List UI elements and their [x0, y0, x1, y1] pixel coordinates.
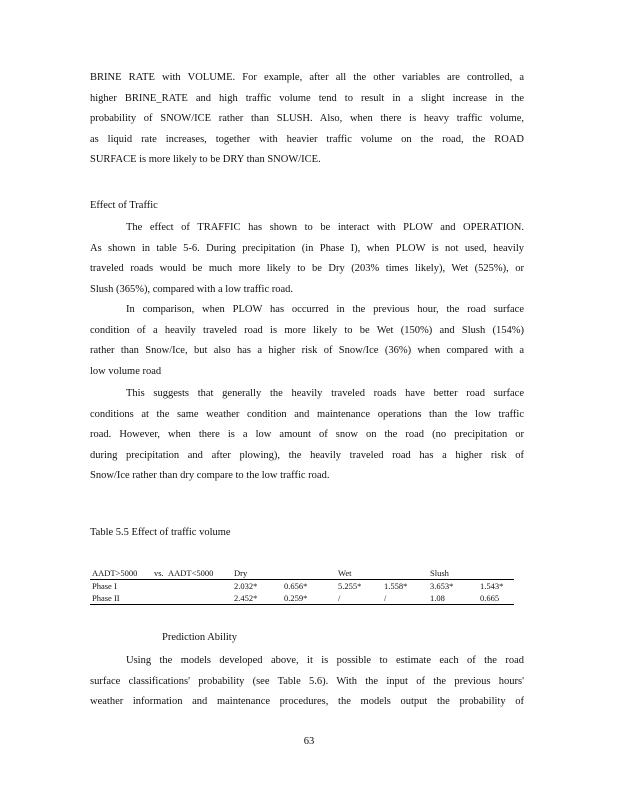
traffic-volume-table	[90, 566, 514, 605]
table-cell: 3.653*	[430, 581, 454, 591]
text-line: surface classifications' probability (see Table 5.6). With the input of the previous hours'	[90, 675, 524, 687]
text-line: BRINE RATE with VOLUME. For example, after all the other variables are controlled, a	[90, 72, 524, 83]
table-cell: /	[336, 592, 382, 605]
text-line: as liquid rate increases, together with heavier traffic volume on the road, the ROAD	[90, 133, 524, 145]
text-line: As shown in table 5-6. During precipitation (in Phase I), when PLOW is not used, heavily	[90, 242, 524, 254]
text-line: Snow/Ice rather than dry compare to the low traffic road.	[90, 470, 330, 481]
text-line: Slush (365%), compared with a low traffic road.	[90, 283, 294, 295]
row-phase-label: Phase II	[90, 592, 232, 605]
table-cell: 1.558*	[384, 581, 408, 591]
header-aadt-high: AADT>5000	[90, 566, 152, 580]
header-slush: Slush	[428, 566, 478, 580]
paragraph-brine-rate	[90, 68, 524, 171]
section-heading-traffic: Effect of Traffic	[90, 200, 158, 211]
table-cell: 0.665	[478, 592, 514, 605]
paragraph-prediction	[90, 651, 524, 713]
table-row	[90, 580, 514, 593]
header-dry: Dry	[232, 566, 282, 580]
table-cell: 2.032*	[234, 581, 258, 591]
text-line: probability of SNOW/ICE rather than SLUSH. Also, when there is heavy traffic volume,	[90, 113, 524, 124]
table-caption: Table 5.5 Effect of traffic volume	[90, 527, 231, 538]
text-line: In comparison, when PLOW has occurred in the previous hour, the road surface	[126, 304, 524, 315]
paragraph-comparison	[90, 300, 524, 382]
table-cell: 5.255*	[338, 581, 362, 591]
text-line: The effect of TRAFFIC has shown to be interact with PLOW and OPERATION.	[126, 222, 524, 233]
paragraph-traffic-effect	[90, 218, 524, 300]
text-line: during precipitation and after plowing), the heavily traveled road has a higher risk of	[90, 449, 524, 461]
text-line: higher BRINE_RATE and high traffic volume tend to result in a slight increase in the	[90, 92, 524, 104]
text-line: condition of a heavily traveled road is more likely to be Wet (150%) and Slush (154%)	[90, 324, 524, 336]
table-cell: 1.08	[428, 592, 478, 605]
table-cell: 0.656*	[284, 581, 308, 591]
text-line: SURFACE is more likely to be DRY than SNOW/ICE.	[90, 154, 321, 165]
page-number: 63	[303, 736, 315, 747]
table-cell: 1.543*	[480, 581, 504, 591]
header-wet: Wet	[336, 566, 382, 580]
row-phase-label: Phase I	[92, 581, 117, 591]
text-line: road. However, when there is a low amount of snow on the road (no precipitation or	[90, 429, 524, 440]
text-line: low volume road	[90, 365, 162, 377]
header-aadt-low: AADT<5000	[166, 566, 232, 580]
text-line: This suggests that generally the heavily traveled roads have better road surface	[126, 388, 524, 399]
table-header-row	[90, 566, 514, 580]
section-heading-prediction: Prediction Ability	[162, 632, 237, 643]
table-cell: 2.452*	[232, 592, 282, 605]
text-line: traveled roads would be much more likely to be Dry (203% times likely), Wet (525%), or	[90, 263, 524, 274]
table-row	[90, 592, 514, 605]
paragraph-suggestion	[90, 384, 524, 487]
table-cell: 0.259*	[282, 592, 336, 605]
text-line: rather than Snow/Ice, but also has a higher risk of Snow/Ice (36%) when compared with a	[90, 345, 524, 356]
header-vs: vs.	[152, 566, 166, 580]
text-line: weather information and maintenance procedures, the models output the probability of	[90, 696, 524, 707]
table-cell: /	[382, 592, 428, 605]
text-line: conditions at the same weather condition and maintenance operations than the low traffic	[90, 408, 524, 420]
text-line: Using the models developed above, it is possible to estimate each of the road	[126, 655, 524, 666]
